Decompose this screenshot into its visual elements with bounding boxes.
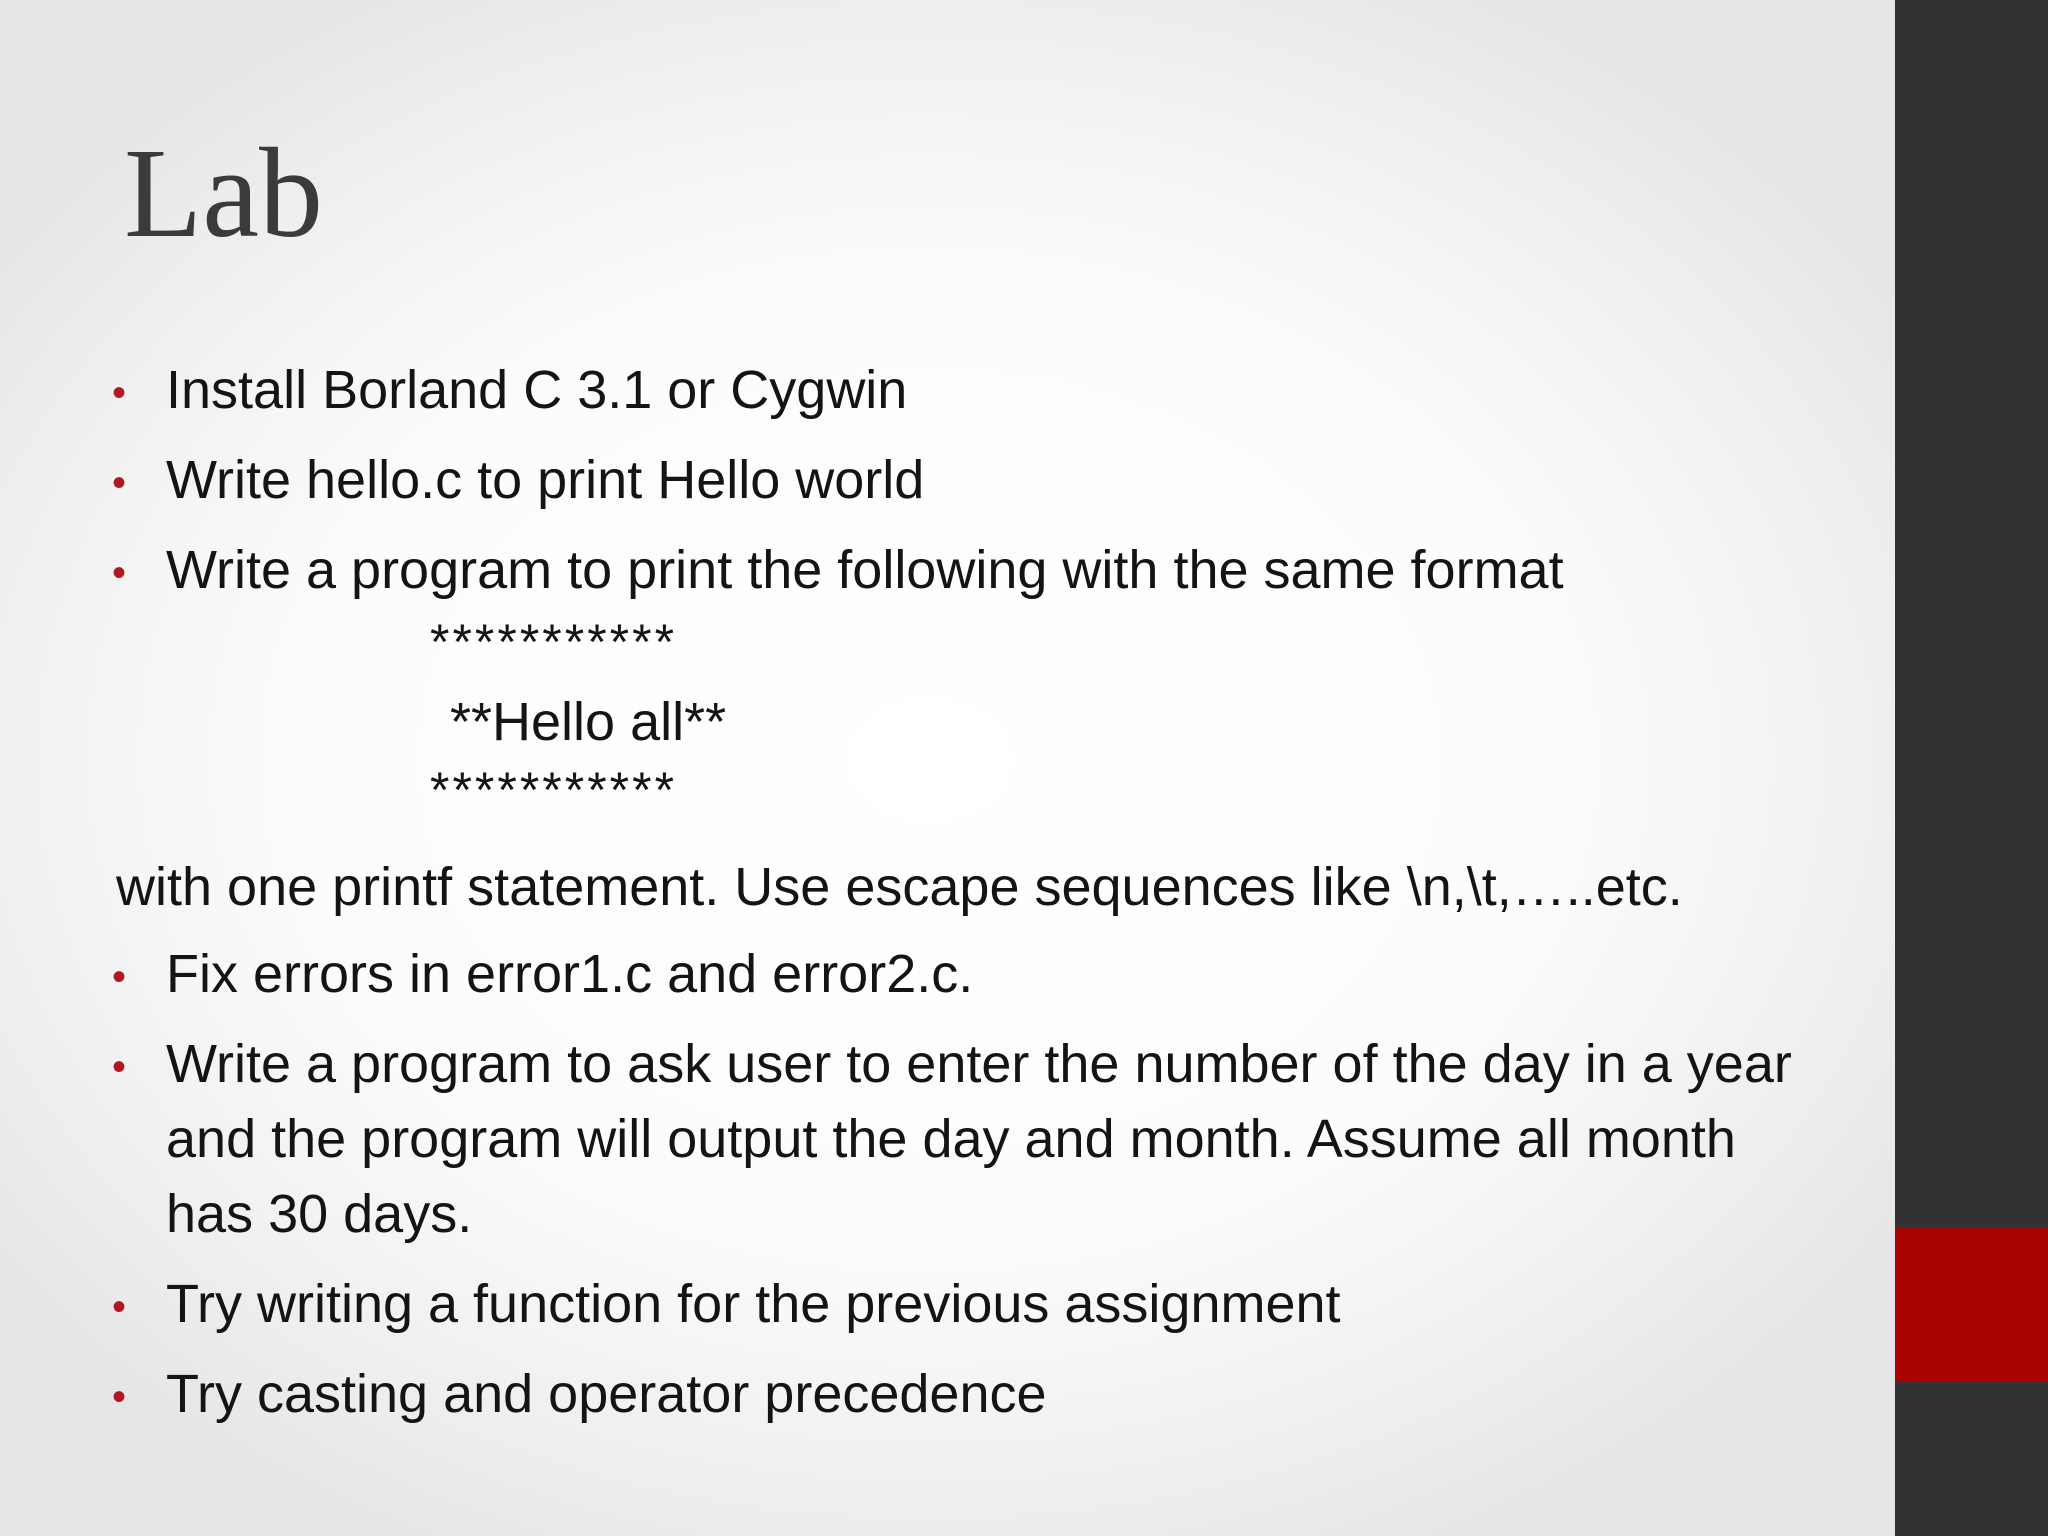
- bullet-marker: •: [112, 461, 127, 505]
- bullet-text: Write hello.c to print Hello world: [166, 450, 925, 510]
- bullet-text: Install Borland C 3.1 or Cygwin: [166, 360, 908, 420]
- bullet-text: Write a program to ask user to enter the number of the day in a year and the program will output the day and month. Assume all month has 30 days.: [166, 1034, 1792, 1244]
- bullet-text: Fix errors in error1.c and error2.c.: [166, 944, 974, 1004]
- bullet-marker: •: [112, 955, 127, 999]
- bullet-marker: •: [112, 1285, 127, 1329]
- format-sample-line: ***********: [430, 614, 678, 670]
- bullet-marker: •: [112, 551, 127, 595]
- bullet-marker: •: [112, 1045, 127, 1089]
- format-sample-line: ***********: [430, 762, 678, 818]
- bullet-marker: •: [112, 1375, 127, 1419]
- continuation-text: with one printf statement. Use escape sequences like \n,\t,…..etc.: [116, 857, 1683, 917]
- bullet-text: Write a program to print the following with the same format: [166, 540, 1564, 600]
- slide-title: Lab: [124, 122, 323, 264]
- bullet-text: Try writing a function for the previous assignment: [166, 1274, 1341, 1334]
- side-accent-block: [1895, 1228, 2048, 1382]
- bullet-text: Try casting and operator precedence: [166, 1364, 1047, 1424]
- format-sample-line: **Hello all**: [450, 692, 727, 752]
- bullet-marker: •: [112, 371, 127, 415]
